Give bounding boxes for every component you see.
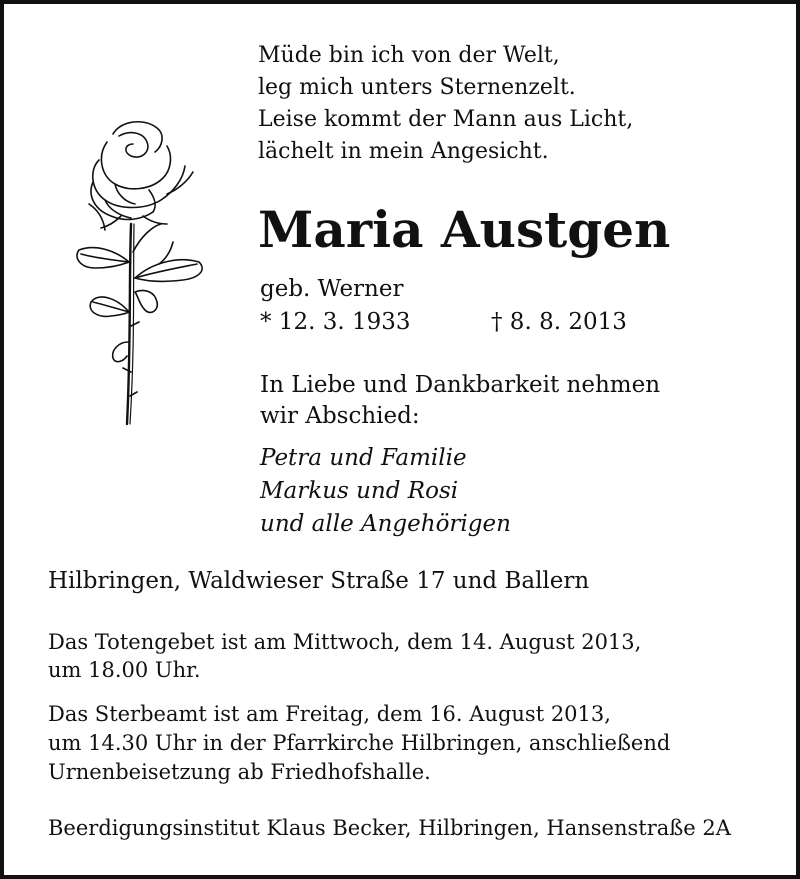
undertaker: Beerdigungsinstitut Klaus Becker, Hilbringen, Hansenstraße 2A: [48, 816, 731, 840]
mourners-list: [260, 442, 511, 541]
mass-line: Urnenbeisetzung ab Friedhofshalle.: [48, 760, 431, 784]
funeral-mass-info: [48, 700, 670, 787]
maiden-name: geb. Werner: [260, 276, 404, 302]
birth-date: * 12. 3. 1933: [260, 309, 411, 335]
poem-line: Müde bin ich von der Welt,: [258, 43, 560, 68]
farewell-line: In Liebe und Dankbarkeit nehmen: [260, 372, 661, 398]
death-date: † 8. 8. 2013: [491, 309, 627, 335]
poem: [258, 40, 633, 168]
farewell-text: [260, 370, 660, 432]
address: Hilbringen, Waldwieser Straße 17 und Ballern: [48, 568, 590, 594]
poem-line: lächelt in mein Angesicht.: [258, 139, 549, 164]
mass-line: Das Sterbeamt ist am Freitag, dem 16. August 2013,: [48, 702, 611, 726]
prayer-info: [48, 628, 641, 684]
mourner: Petra und Familie: [260, 445, 467, 471]
prayer-line: um 18.00 Uhr.: [48, 658, 201, 682]
farewell-line: wir Abschied:: [260, 403, 420, 429]
rose-icon: [59, 112, 219, 432]
poem-line: Leise kommt der Mann aus Licht,: [258, 107, 634, 132]
mourner: Markus und Rosi: [260, 478, 459, 504]
mourner: und alle Angehörigen: [260, 511, 511, 537]
poem-line: leg mich unters Sternenzelt.: [258, 75, 576, 100]
mass-line: um 14.30 Uhr in der Pfarrkirche Hilbringen, anschließend: [48, 731, 671, 755]
prayer-line: Das Totengebet ist am Mittwoch, dem 14. August 2013,: [48, 630, 642, 654]
deceased-name: Maria Austgen: [258, 200, 671, 259]
